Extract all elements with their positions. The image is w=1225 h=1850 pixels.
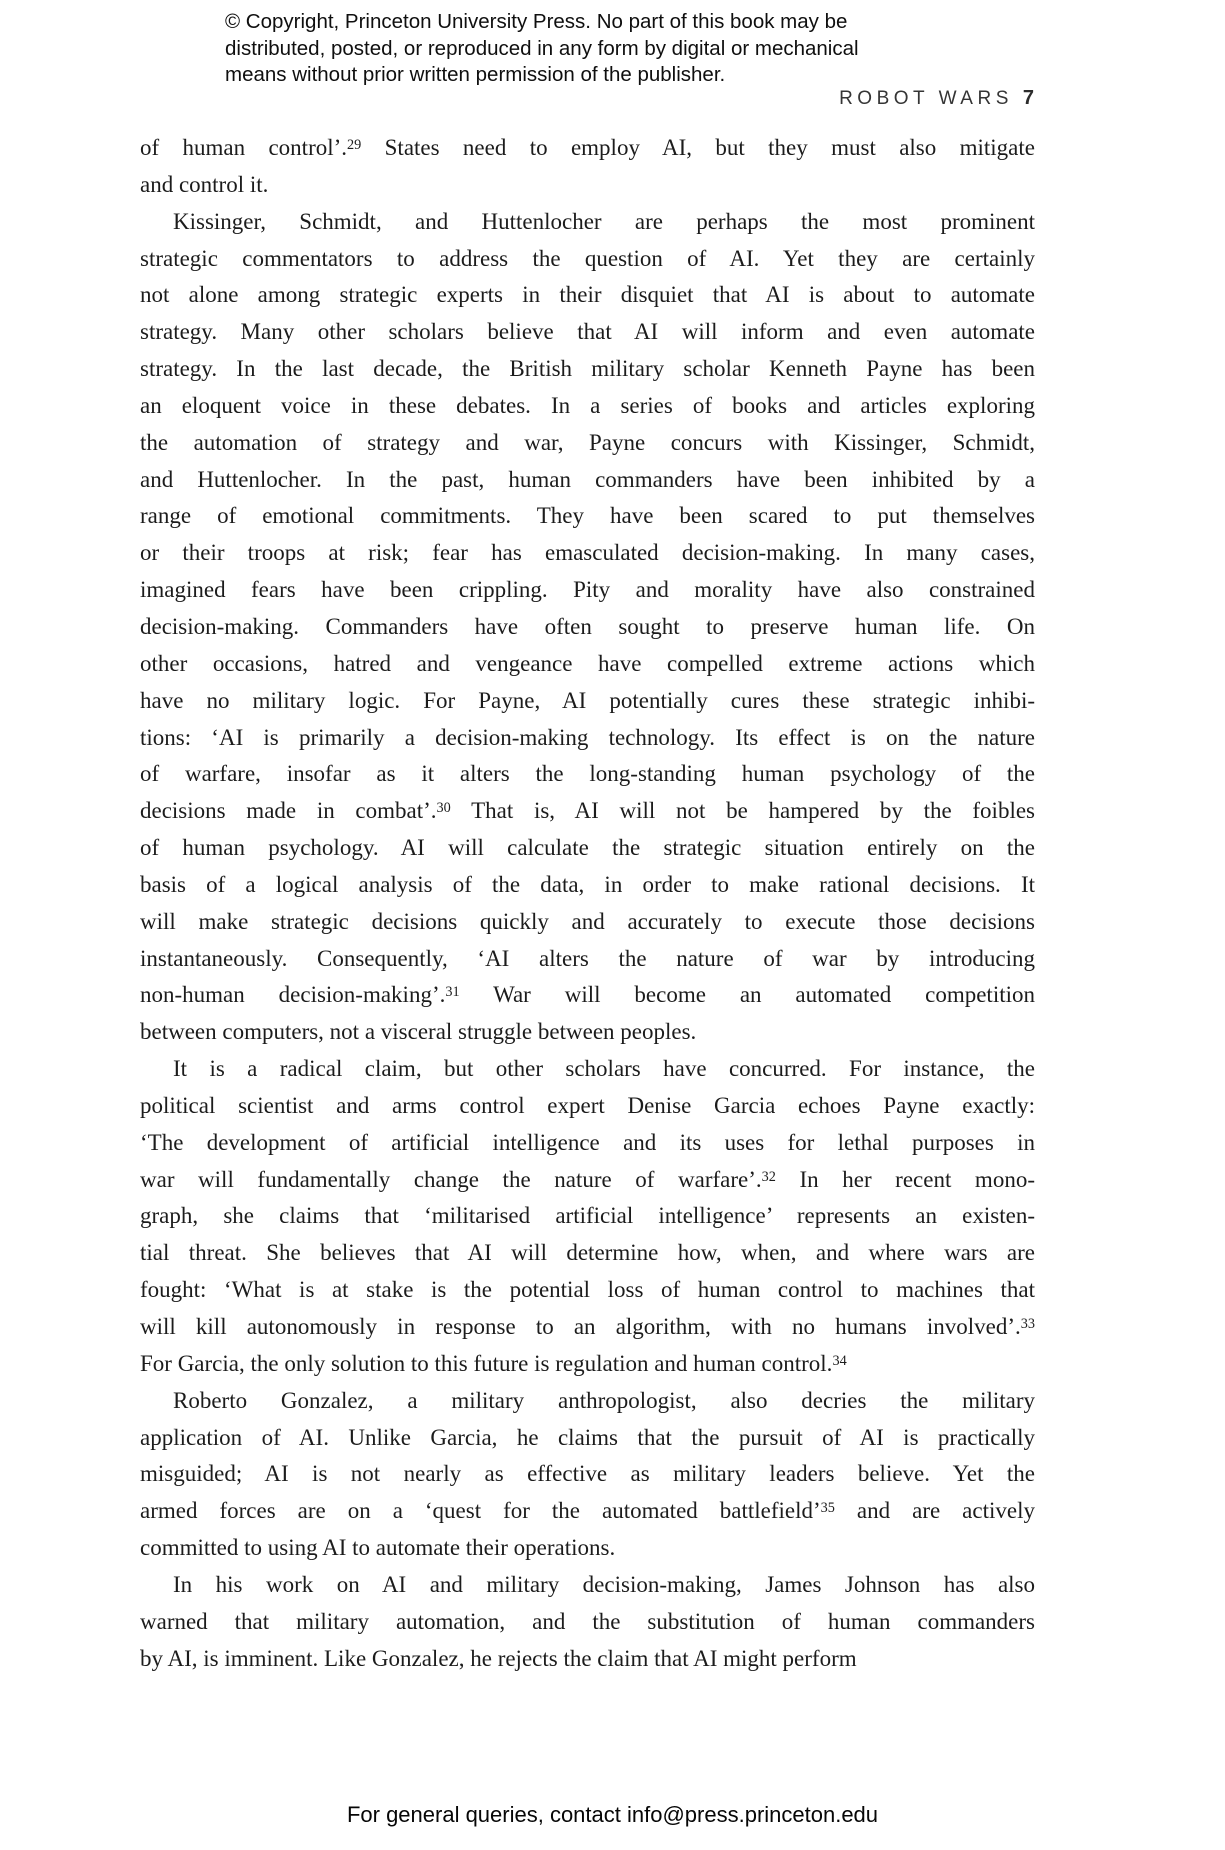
footnote-reference: 30 [436, 800, 451, 817]
text-line: range of emotional commitments. They have been scared to put themselves [140, 503, 1035, 529]
text-line: of human psychology. AI will calculate the strategic situation entirely on the [140, 835, 1035, 861]
footnote-reference: 33 [1020, 1316, 1035, 1333]
text-line: In his work on AI and military decision-making, James Johnson has also [173, 1571, 1035, 1597]
text-line: of warfare, insofar as it alters the long-standing human psychology of the [140, 761, 1035, 787]
footnote-reference: 34 [832, 1352, 847, 1369]
copyright-line: distributed, posted, or reproduced in any form by digital or mechanical [225, 36, 859, 60]
text-line: strategic commentators to address the question of AI. Yet they are certainly [140, 245, 1035, 271]
running-header [839, 87, 1035, 110]
text-line: imagined fears have been crippling. Pity and morality have also constrained [140, 577, 1035, 603]
paragraph [140, 1383, 1035, 1567]
text-line: and Huttenlocher. In the past, human commanders have been inhibited by a [140, 466, 1035, 492]
text-line: war will fundamentally change the nature of warfare’.$^{32}$ In her recent mono- [140, 1166, 1035, 1192]
paragraph [140, 1567, 1035, 1678]
text-line: political scientist and arms control expert Denise Garcia echoes Payne exactly: [140, 1092, 1035, 1118]
text-line: decisions made in combat’.$^{30}$ That is, AI will not be hampered by the foibles [140, 798, 1035, 824]
text-line: ‘The development of artificial intelligence and its uses for lethal purposes in [140, 1129, 1035, 1155]
text-line: fought: ‘What is at stake is the potential loss of human control to machines that [140, 1277, 1035, 1303]
text-line: committed to using AI to automate their operations. [140, 1535, 616, 1561]
text-line: will kill autonomously in response to an algorithm, with no humans involved’.$^{33}$ [140, 1314, 1035, 1339]
copyright-line: © Copyright, Princeton University Press. No part of this book may be [225, 10, 848, 33]
text-line: an eloquent voice in these debates. In a series of books and articles exploring [140, 392, 1035, 418]
text-line: and control it. [140, 171, 269, 197]
footnote-reference: 29 [347, 137, 362, 154]
copyright-notice [225, 9, 859, 89]
text-line: not alone among strategic experts in their disquiet that AI is about to automate [140, 282, 1035, 308]
text-line: decision-making. Commanders have often sought to preserve human life. On [140, 613, 1035, 639]
text-line: It is a radical claim, but other scholars have concurred. For instance, the [173, 1056, 1035, 1082]
footnote-reference: 35 [820, 1500, 835, 1517]
footnote-reference: 32 [761, 1168, 776, 1185]
text-line: Roberto Gonzalez, a military anthropologist, also decries the military [173, 1387, 1035, 1413]
text-line: or their troops at risk; fear has emasculated decision-making. In many cases, [140, 540, 1035, 566]
text-line: armed forces are on a ‘quest for the automated battlefield’$^{35}$ and are actively [140, 1498, 1035, 1524]
text-line: tial threat. She believes that AI will determine how, when, and where wars are [140, 1240, 1035, 1266]
text-line: strategy. Many other scholars believe that AI will inform and even automate [140, 319, 1035, 345]
text-line: Kissinger, Schmidt, and Huttenlocher are perhaps the most prominent [173, 208, 1035, 234]
text-line: strategy. In the last decade, the British military scholar Kenneth Payne has been [140, 356, 1035, 382]
paragraph [140, 130, 1035, 204]
text-line: warned that military automation, and the substitution of human commanders [140, 1608, 1035, 1634]
text-line: other occasions, hatred and vengeance have compelled extreme actions which [140, 650, 1035, 676]
text-line: tions: ‘AI is primarily a decision-making technology. Its effect is on the nature [140, 724, 1035, 750]
text-line: misguided; AI is not nearly as effective as military leaders believe. Yet the [140, 1461, 1035, 1487]
text-line: application of AI. Unlike Garcia, he claims that the pursuit of AI is practically [140, 1424, 1035, 1450]
text-line: instantaneously. Consequently, ‘AI alters the nature of war by introducing [140, 945, 1035, 971]
copyright-line: means without prior written permission of the publisher. [225, 63, 726, 86]
paragraph [140, 1051, 1035, 1383]
text-line: of human control’.$^{29}$ States need to employ AI, but they must also mitigate [140, 135, 1035, 160]
text-line: basis of a logical analysis of the data, in order to make rational decisions. It [140, 871, 1035, 897]
running-header-title: ROBOT WARS [839, 88, 1013, 109]
text-line: have no military logic. For Payne, AI potentially cures these strategic inhibi- [140, 687, 1035, 713]
footnote-reference: 31 [445, 984, 460, 1001]
paragraph [140, 204, 1035, 1051]
text-line: graph, she claims that ‘militarised artificial intelligence’ represents an existen- [140, 1203, 1035, 1229]
body-text [140, 130, 1035, 1677]
text-line: by AI, is imminent. Like Gonzalez, he rejects the claim that AI might perform [140, 1645, 857, 1671]
text-line: the automation of strategy and war, Payne concurs with Kissinger, Schmidt, [140, 429, 1035, 455]
text-line: For Garcia, the only solution to this future is regulation and human control.$^{34}$ [140, 1350, 847, 1376]
footer-contact: For general queries, contact info@press.princeton.edu [346, 1802, 879, 1827]
text-line: will make strategic decisions quickly and accurately to execute those decisions [140, 908, 1035, 934]
page-number: 7 [1022, 87, 1035, 109]
text-line: non-human decision-making’.$^{31}$ War will become an automated competition [140, 982, 1035, 1008]
text-line: between computers, not a visceral struggle between peoples. [140, 1019, 697, 1045]
